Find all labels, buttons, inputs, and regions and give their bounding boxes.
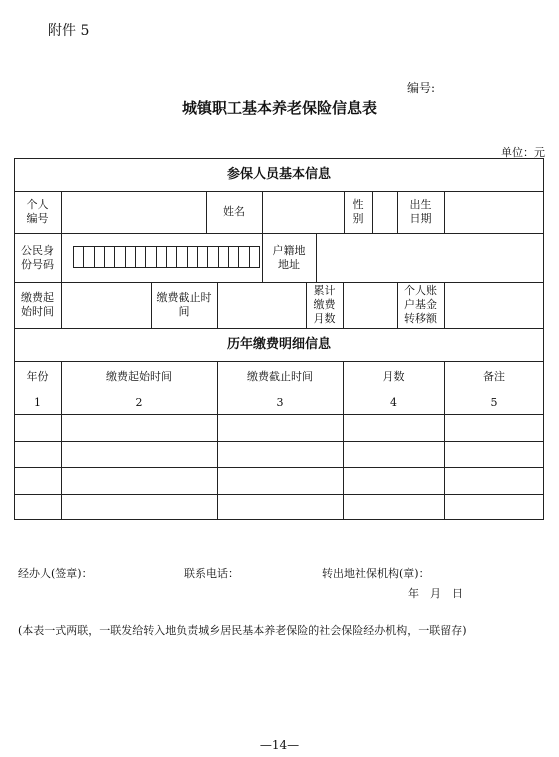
table-rule [14, 494, 544, 495]
name-label: 姓名 [223, 205, 245, 218]
page-title: 城镇职工基本养老保险信息表 [181, 99, 377, 117]
unit-label: 单位：元 [501, 146, 545, 159]
name-field[interactable] [262, 191, 344, 233]
column-header-remarks: 备注 [483, 370, 505, 383]
table-rule [14, 414, 544, 415]
phone-label: 联系电话： [184, 567, 239, 580]
end-time-label: 缴费截止时 间 [156, 291, 212, 318]
column-header-year: 年份 [26, 370, 49, 383]
id-digit-box[interactable] [94, 246, 104, 268]
id-digit-box[interactable] [104, 246, 114, 268]
id-digit-box[interactable] [238, 246, 248, 268]
id-digit-box[interactable] [156, 246, 166, 268]
gender-label: 性 别 [352, 198, 364, 225]
gender-field[interactable] [372, 191, 397, 233]
column-number: 2 [135, 396, 143, 409]
column-header-months: 月数 [382, 370, 405, 383]
column-number: 5 [490, 396, 498, 409]
id-digit-box[interactable] [207, 246, 217, 268]
id-number-boxes[interactable] [73, 246, 260, 268]
start-time-label: 缴费起 始时间 [21, 291, 54, 318]
id-digit-box[interactable] [73, 246, 83, 268]
date-label: 年 月 日 [408, 587, 463, 600]
birth-date-label: 出生 日期 [409, 198, 432, 225]
household-address-label: 户籍地 地址 [272, 243, 306, 271]
personal-no-field[interactable] [61, 191, 206, 233]
column-header-end: 缴费截止时间 [247, 370, 313, 383]
id-digit-box[interactable] [125, 246, 135, 268]
column-number: 3 [276, 396, 284, 409]
id-digit-box[interactable] [145, 246, 155, 268]
section-basic-info: 参保人员基本信息 [226, 166, 331, 182]
id-digit-box[interactable] [176, 246, 186, 268]
id-digit-box[interactable] [114, 246, 124, 268]
form-note: (本表一式两联，一联发给转入地负责城乡居民基本养老保险的社会保险经办机构，一联留存) [18, 624, 467, 637]
table-rule [14, 467, 544, 468]
id-digit-box[interactable] [83, 246, 93, 268]
attachment-label: 附件 5 [48, 23, 90, 39]
id-digit-box[interactable] [187, 246, 197, 268]
total-months-field[interactable] [343, 282, 397, 328]
section-history: 历年缴费明细信息 [226, 336, 331, 352]
start-time-field[interactable] [61, 282, 151, 328]
fund-transfer-field[interactable] [444, 282, 544, 328]
column-number: 1 [34, 396, 41, 409]
end-time-field[interactable] [217, 282, 306, 328]
page-number: —14— [259, 738, 300, 752]
personal-no-label: 个人 编号 [26, 198, 49, 225]
fund-transfer-label: 个人账 户基金 转移额 [404, 284, 437, 325]
table-rule [61, 233, 62, 282]
doc-number-label: 编号: [407, 81, 436, 95]
handler-signature-label: 经办人(签章)： [18, 567, 93, 580]
table-rule [14, 441, 544, 442]
household-address-field[interactable] [316, 233, 544, 282]
id-digit-box[interactable] [135, 246, 145, 268]
table-rule [14, 361, 544, 362]
id-digit-box[interactable] [249, 246, 260, 268]
id-digit-box[interactable] [228, 246, 238, 268]
total-months-label: 累计 缴费 月数 [313, 284, 336, 325]
birth-date-field[interactable] [444, 191, 544, 233]
column-number: 4 [390, 396, 397, 409]
id-digit-box[interactable] [197, 246, 207, 268]
column-header-start: 缴费起始时间 [106, 370, 172, 383]
id-digit-box[interactable] [218, 246, 228, 268]
id-number-label: 公民身 份号码 [21, 243, 54, 271]
agency-seal-label: 转出地社保机构(章)： [322, 567, 430, 580]
id-digit-box[interactable] [166, 246, 176, 268]
